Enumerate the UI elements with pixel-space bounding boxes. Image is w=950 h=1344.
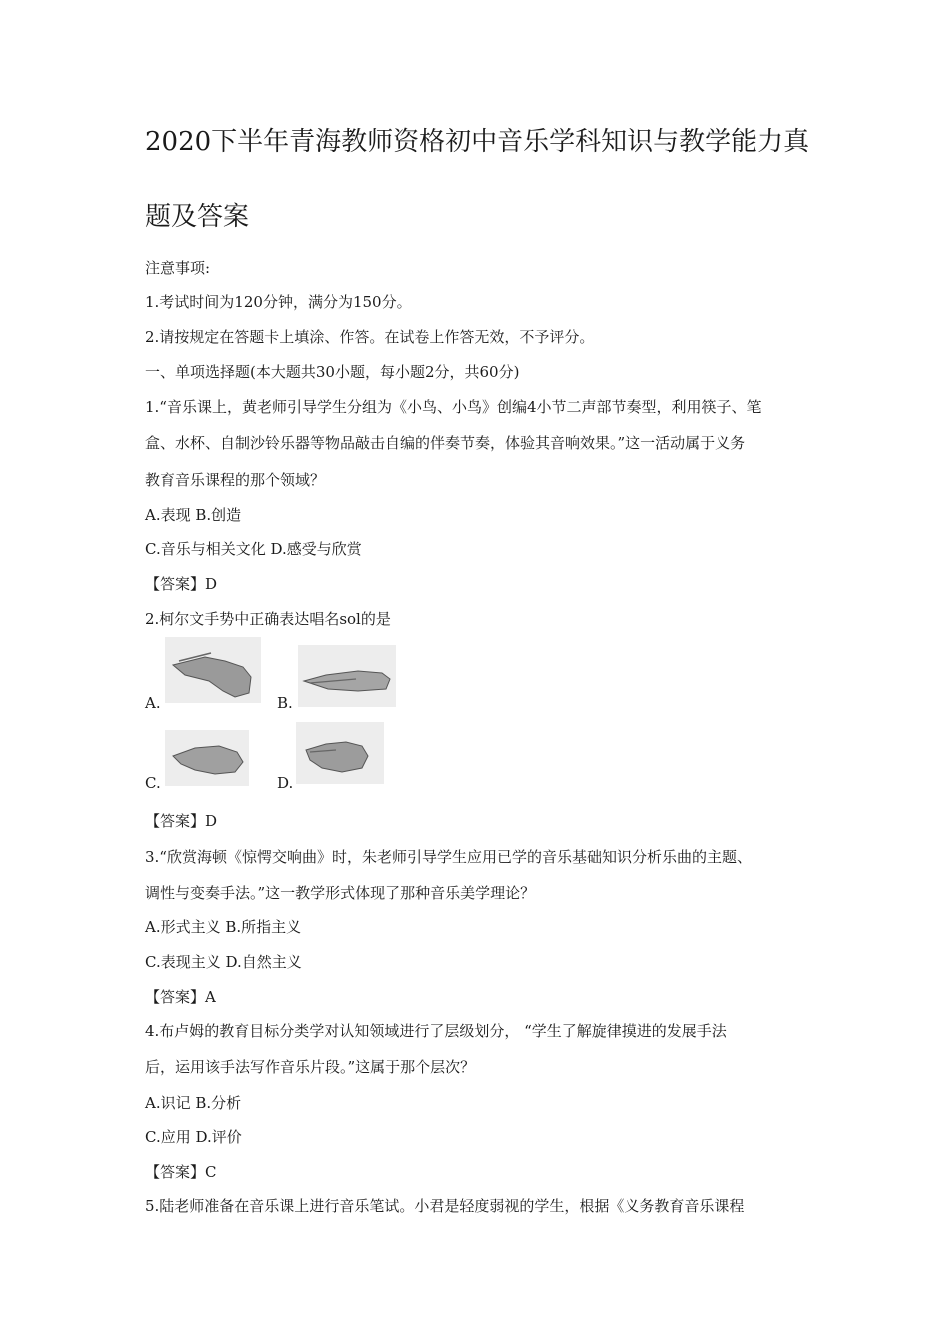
q1-stem-line-3: 教育音乐课程的那个领域？	[145, 471, 326, 489]
q1-answer: 【答案】D	[145, 575, 218, 593]
q3-answer: 【答案】A	[145, 988, 216, 1006]
q2-stem: 2.柯尔文手势中正确表达唱名sol的是	[145, 610, 391, 628]
q2-option-c-label: C.	[145, 774, 161, 792]
q4-stem-line-1: 4.布卢姆的教育目标分类学对认知领域进行了层级划分， “学生了解旋律摸进的发展手法	[145, 1022, 727, 1040]
notice-item-1: 1.考试时间为120分钟，满分为150分。	[145, 293, 412, 311]
q1-stem-line-1: 1.“音乐课上，黄老师引导学生分组为《小鸟、小鸟》创编4小节二声部节奏型，利用筷子、笔	[145, 398, 762, 416]
q4-stem-line-2: 后，运用该手法写作音乐片段。”这属于那个层次？	[145, 1058, 476, 1076]
page-title-line-1: 2020下半年青海教师资格初中音乐学科知识与教学能力真	[145, 127, 810, 157]
hand-sign-image-c	[165, 730, 249, 786]
q2-option-d-label: D.	[277, 774, 294, 792]
q3-stem-line-2: 调性与变奏手法。”这一教学形式体现了那种音乐美学理论？	[145, 884, 536, 902]
q3-options-ab: A.形式主义 B.所指主义	[145, 918, 302, 936]
notice-heading: 注意事项:	[145, 259, 211, 277]
q1-options-ab: A.表现 B.创造	[145, 506, 242, 524]
q2-option-a-label: A.	[145, 694, 161, 712]
q3-stem-line-1: 3.“欣赏海顿《惊愕交响曲》时，朱老师引导学生应用已学的音乐基础知识分析乐曲的主题、	[145, 848, 752, 866]
hand-sign-image-d	[296, 722, 384, 784]
q4-answer: 【答案】C	[145, 1163, 217, 1181]
q4-options-cd: C.应用 D.评价	[145, 1128, 242, 1146]
hand-sign-image-a	[165, 637, 261, 703]
notice-item-2: 2.请按规定在答题卡上填涂、作答。在试卷上作答无效，不予评分。	[145, 328, 595, 346]
q2-answer: 【答案】D	[145, 812, 218, 830]
hand-sign-image-b	[298, 645, 396, 707]
q5-stem-line-1: 5.陆老师准备在音乐课上进行音乐笔试。小君是轻度弱视的学生，根据《义务教育音乐课程	[145, 1197, 745, 1215]
q4-options-ab: A.识记 B.分析	[145, 1094, 242, 1112]
q3-options-cd: C.表现主义 D.自然主义	[145, 953, 302, 971]
page-title-line-2: 题及答案	[145, 202, 250, 232]
q1-options-cd: C.音乐与相关文化 D.感受与欣赏	[145, 540, 362, 558]
q1-stem-line-2: 盒、水杯、自制沙铃乐器等物品敲击自编的伴奏节奏，体验其音响效果。”这一活动属于义务	[145, 434, 746, 452]
section-heading: 一、单项选择题(本大题共30小题，每小题2分，共60分)	[145, 363, 520, 381]
q2-option-b-label: B.	[277, 694, 293, 712]
